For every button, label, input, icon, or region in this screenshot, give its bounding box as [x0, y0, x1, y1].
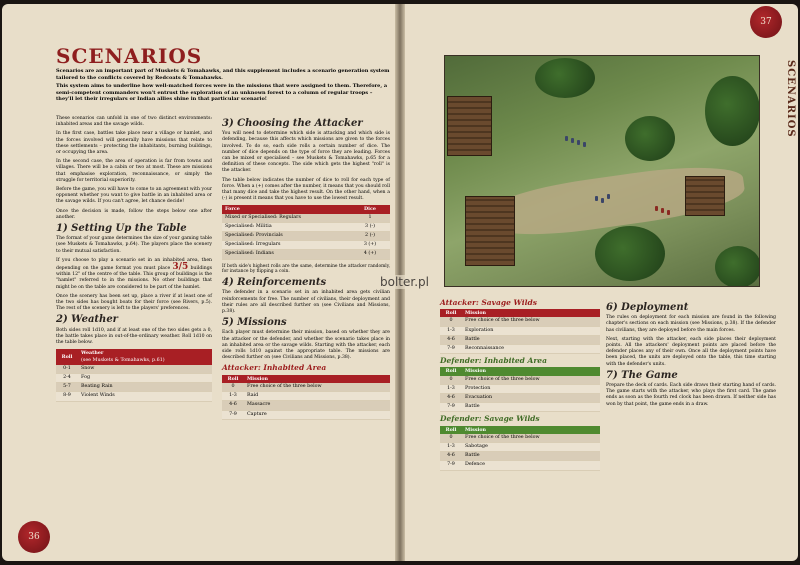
table-cell: 1-3 — [222, 392, 244, 401]
table-cell: Violent Winds — [78, 392, 212, 401]
table-cell: 3 (+) — [350, 241, 390, 250]
table-header-row — [440, 309, 600, 317]
page-number-seal-right — [750, 6, 782, 38]
table-header: Mission — [244, 375, 390, 383]
photo-tree — [705, 76, 760, 146]
table-cell: 3 (-) — [350, 222, 390, 231]
photo-miniature — [577, 140, 580, 145]
table-row — [222, 241, 390, 250]
table-row — [440, 335, 600, 344]
table-row — [440, 443, 600, 452]
table-cell: Massacre — [244, 401, 390, 410]
attacker-inhabited-table — [222, 375, 390, 420]
defender-inhabited-title: Defender: Inhabited Area — [440, 356, 547, 366]
table-header: Roll — [56, 349, 78, 364]
paragraph — [56, 258, 212, 291]
table-cell: 4-6 — [222, 401, 244, 410]
table-cell: 4-6 — [440, 335, 462, 344]
table-cell: 0 — [222, 383, 244, 392]
table-cell: 7-9 — [222, 410, 244, 419]
table-cell: Specialised: Militia — [222, 222, 350, 231]
photo-miniature — [667, 210, 670, 215]
table-header-row — [222, 205, 390, 213]
table-row — [440, 394, 600, 403]
paragraph: Next, starting with the attacker, each side places their deployment points. All the attackers' deployment points are placed before the defender places any of their own. Once all the deployment points have been placed, the units are deployed onto the table, this time starting with the defender's units. — [606, 336, 776, 367]
table-cell: Protection — [462, 384, 600, 393]
table-header-row — [56, 349, 212, 364]
table-row — [222, 250, 390, 259]
page-number-seal-left — [18, 521, 50, 553]
table-cell: 4 (+) — [350, 250, 390, 259]
photo-miniature — [655, 206, 658, 211]
table-cell: Specialised: Indians — [222, 250, 350, 259]
table-cell: 7-9 — [440, 403, 462, 412]
paragraph: Once the scenery has been set up, place a river if at least one of the two sides has bought boats for their force (see Rivers, p.5). The rest of the scenery is left to the players' preferences. — [56, 293, 212, 312]
photo-miniature — [565, 136, 568, 141]
photo-tree — [715, 246, 760, 287]
table-row — [440, 345, 600, 354]
photo-tree — [595, 226, 665, 281]
table-cell: Battle — [462, 403, 600, 412]
column-a — [56, 116, 212, 406]
photo-miniature — [571, 138, 574, 143]
table-cell: Mixed or Specialised: Regulars — [222, 214, 350, 223]
heading-choosing-attacker: 3) Choosing the Attacker — [222, 118, 363, 129]
table-cell: Raid — [244, 392, 390, 401]
table-row — [222, 214, 390, 223]
table-cell: Specialised: Provincials — [222, 232, 350, 241]
attacker-wilds-table — [440, 309, 600, 354]
intro-block — [56, 68, 390, 105]
table-cell: Battle — [462, 452, 600, 461]
table-row — [222, 401, 390, 410]
table-header: Roll — [440, 426, 462, 434]
table-cell: Free choice of the three below — [462, 434, 600, 443]
table-cell: Capture — [244, 410, 390, 419]
column-b — [222, 116, 390, 424]
column-d — [606, 300, 776, 411]
table-cell: 1 — [350, 214, 390, 223]
heading-weather: 2) Weather — [56, 314, 118, 326]
table-cell: 0 — [440, 434, 462, 443]
page-number-left: 36 — [28, 532, 40, 542]
vertical-chapter-heading: SCENARIOS — [785, 60, 796, 138]
heading-the-game: 7) The Game — [606, 369, 678, 381]
paragraph: In the first case, battles take place near a village or hamlet, and the forces involved will generally have missions that relate to these settlements – protecting the inhabitants, burning buildings, or occupying the area. — [56, 131, 212, 156]
heading-deployment: 6) Deployment — [606, 302, 689, 313]
photo-miniature — [661, 208, 664, 213]
photo-cabin — [447, 96, 492, 156]
paragraph: In the second case, the area of operation is far from towns and villages. There will be a cabin or two at most. These are missions that emphasise exploration, reconnaissance, or simply the struggle for territorial superiority. — [56, 159, 212, 183]
defender-wilds-title: Defender: Savage Wilds — [440, 414, 540, 424]
buildings-count: 3/5 — [172, 262, 189, 273]
paragraph: Once the decision is made, follow the steps below one after another. — [56, 208, 212, 220]
table-row — [440, 326, 600, 335]
page-number-right: 37 — [760, 17, 772, 27]
table-cell: Battle — [462, 335, 600, 344]
table-cell: Reconnaissance — [462, 345, 600, 354]
table-row — [440, 434, 600, 443]
paragraph: The format of your game determines the size of your gaming table (see Muskets & Tomahawks, p.64). The players place the scenery to their mutual satisfaction. — [56, 236, 212, 254]
setup-text: If you choose to play a scenario set in an inhabited area, then depending on the game format you must place — [56, 257, 212, 272]
table-cell: Beating Rain — [78, 383, 212, 392]
table-row — [440, 384, 600, 393]
photo-miniature — [583, 142, 586, 147]
setup-text-cont: buildings within 12" of the centre of the table. This group of buildings is the "hamlet" referred to in the missions. No other buildings that might be on the table are considered to be part of the hamlet. — [56, 266, 212, 290]
table-cell: 2-4 — [56, 373, 78, 382]
table-cell: Fog — [78, 373, 212, 382]
table-cell: Free choice of the three below — [462, 376, 600, 385]
table-cell: 0 — [440, 376, 462, 385]
table-row — [440, 403, 600, 412]
table-row — [56, 373, 212, 382]
watermark: bolter.pl — [380, 275, 429, 289]
table-cell: Sabotage — [462, 443, 600, 452]
paragraph: Each player must determine their mission, based on whether they are the attacker or the defender, and whether the scenario takes place in an inhabited area or the savage wilds. Starting with the attacker, each side rolls 1d10 against the appropriate table. The missions are described further on (see Civilians and Missions, p.38). — [222, 330, 390, 361]
defender-wilds-table — [440, 426, 600, 471]
table-cell: 1-3 — [440, 443, 462, 452]
table-cell: Free choice of the three below — [462, 317, 600, 326]
table-header: Roll — [440, 367, 462, 375]
force-dice-table — [222, 205, 390, 259]
paragraph: The table below indicates the number of dice to roll for each type of force. When a (+) comes after the number, it means that you should roll that many dice and take the highest result. On the other hand, when a (-) is present it means that you have to use the lowest result. — [222, 177, 391, 202]
table-row — [222, 232, 390, 241]
table-header: Mission — [462, 309, 600, 317]
table-cell: 4-6 — [440, 394, 462, 403]
table-cell: Snow — [78, 365, 212, 374]
tie-note: If both side's highest rolls are the same, determine the attacker randomly, for instance by flipping a coin. — [222, 263, 390, 275]
table-cell: 1-3 — [440, 384, 462, 393]
header-label: Weather — [81, 350, 104, 357]
table-header: Force — [222, 205, 350, 213]
diorama-photo — [444, 55, 760, 287]
table-header-row — [440, 426, 600, 434]
table-row — [222, 383, 390, 392]
table-cell: 0 — [440, 317, 462, 326]
table-cell: Defence — [462, 461, 600, 470]
table-cell: 8-9 — [56, 392, 78, 401]
table-cell: 0-1 — [56, 365, 78, 374]
table-row — [440, 452, 600, 461]
photo-tree — [625, 116, 675, 161]
table-row — [222, 410, 390, 419]
paragraph: Prepare the deck of cards. Each side draws their starting hand of cards. The game starts with the attacker, who plays the first card. The game ends as soon as the fourth red clock has been drawn. If neither side has won by that point, the game ends in a draw. — [606, 383, 776, 407]
photo-cabin — [465, 196, 515, 266]
table-row — [440, 461, 600, 470]
table-cell: Free choice of the three below — [244, 383, 390, 392]
page-title: SCENARIOS — [56, 44, 203, 68]
heading-reinforcements: 4) Reinforcements — [222, 277, 327, 289]
table-header: Dice — [350, 205, 390, 213]
table-row — [56, 392, 212, 401]
photo-miniature — [595, 196, 598, 201]
table-cell: Specialised: Irregulars — [222, 241, 350, 250]
intro-paragraph: This system aims to underline how well-matched forces were in the missions that were assigned to them. Therefore, a semi-competent commanders won't entrust the exploration of an unknown forest to a column of regular troops – they'll let their irregulars or Indian allies shine in that particular scenario! — [56, 83, 388, 102]
table-cell: 4-6 — [440, 452, 462, 461]
defender-inhabited-table — [440, 367, 600, 412]
table-row — [56, 383, 212, 392]
weather-table — [56, 349, 212, 401]
table-header-row — [222, 375, 390, 383]
heading-missions: 5) Missions — [222, 317, 287, 329]
table-header: Mission — [462, 367, 600, 375]
table-cell: 7-9 — [440, 461, 462, 470]
table-header-row — [440, 367, 600, 375]
heading-setting-up-table: 1) Setting Up the Table — [56, 223, 187, 235]
table-cell: 1-3 — [440, 326, 462, 335]
table-cell: 2 (-) — [350, 232, 390, 241]
table-row — [440, 317, 600, 326]
paragraph: Both sides roll 1d10, and if at least one of the two sides gets a 0, the battle takes place in out-of-the-ordinary weather. Roll 1d10 on the table below. — [56, 327, 212, 346]
paragraph: You will need to determine which side is attacking and which side is defending, because this affects which missions are given to the forces involved. To do so, each side rolls a certain number of dice. The number of dice depends on the type of force they are leading. Forces can be mixed or specialised – see Muskets & Tomahawks, p.65 for a definition of these concepts. The side which gets the highest "roll" is the attacker. — [222, 131, 390, 174]
table-header: Roll — [440, 309, 462, 317]
paragraph: The defender in a scenario set in an inhabited area gets civilian reinforcements for free. The number of civilians, their deployment and their rules are all described further on (see Civilians and Missions, p.38). — [222, 290, 390, 315]
table-row — [222, 222, 390, 231]
photo-miniature — [601, 198, 604, 203]
paragraph: Before the game, you will have to come to an agreement with your opponent whether you want to give battle in an inhabited area or the savage wilds. If you can't agree, let chance decide! — [56, 187, 212, 205]
attacker-inhabited-title: Attacker: Inhabited Area — [222, 363, 327, 373]
photo-cabin — [685, 176, 725, 216]
table-header: Mission — [462, 426, 600, 434]
table-cell: Evacuation — [462, 394, 600, 403]
table-row — [222, 392, 390, 401]
table-cell: Exploration — [462, 326, 600, 335]
table-cell: 7-9 — [440, 345, 462, 354]
attacker-wilds-title: Attacker: Savage Wilds — [440, 298, 537, 307]
intro-paragraph: Scenarios are an important part of Muskets & Tomahawks, and this supplement includes a scenario generation system tailored to the conflicts covered by Redcoats & Tomahawks. — [56, 68, 390, 81]
photo-tree — [535, 58, 595, 98]
paragraph: The rules on deployment for each mission are found in the following chapter's sections on each mission (see Missions, p.38). If the defender has civilians, they are deployed before the main forces. — [606, 315, 776, 333]
table-header: Roll — [222, 375, 244, 383]
table-cell: 5-7 — [56, 383, 78, 392]
column-c — [440, 296, 600, 475]
table-row — [440, 376, 600, 385]
paragraph: These scenarios can unfold in one of two distinct environments: inhabited areas and the savage wilds. — [56, 116, 212, 128]
header-sublabel: (see Muskets & Tomahawks, p.61) — [81, 357, 165, 363]
photo-miniature — [607, 194, 610, 199]
table-header — [78, 349, 212, 364]
table-row — [56, 365, 212, 374]
